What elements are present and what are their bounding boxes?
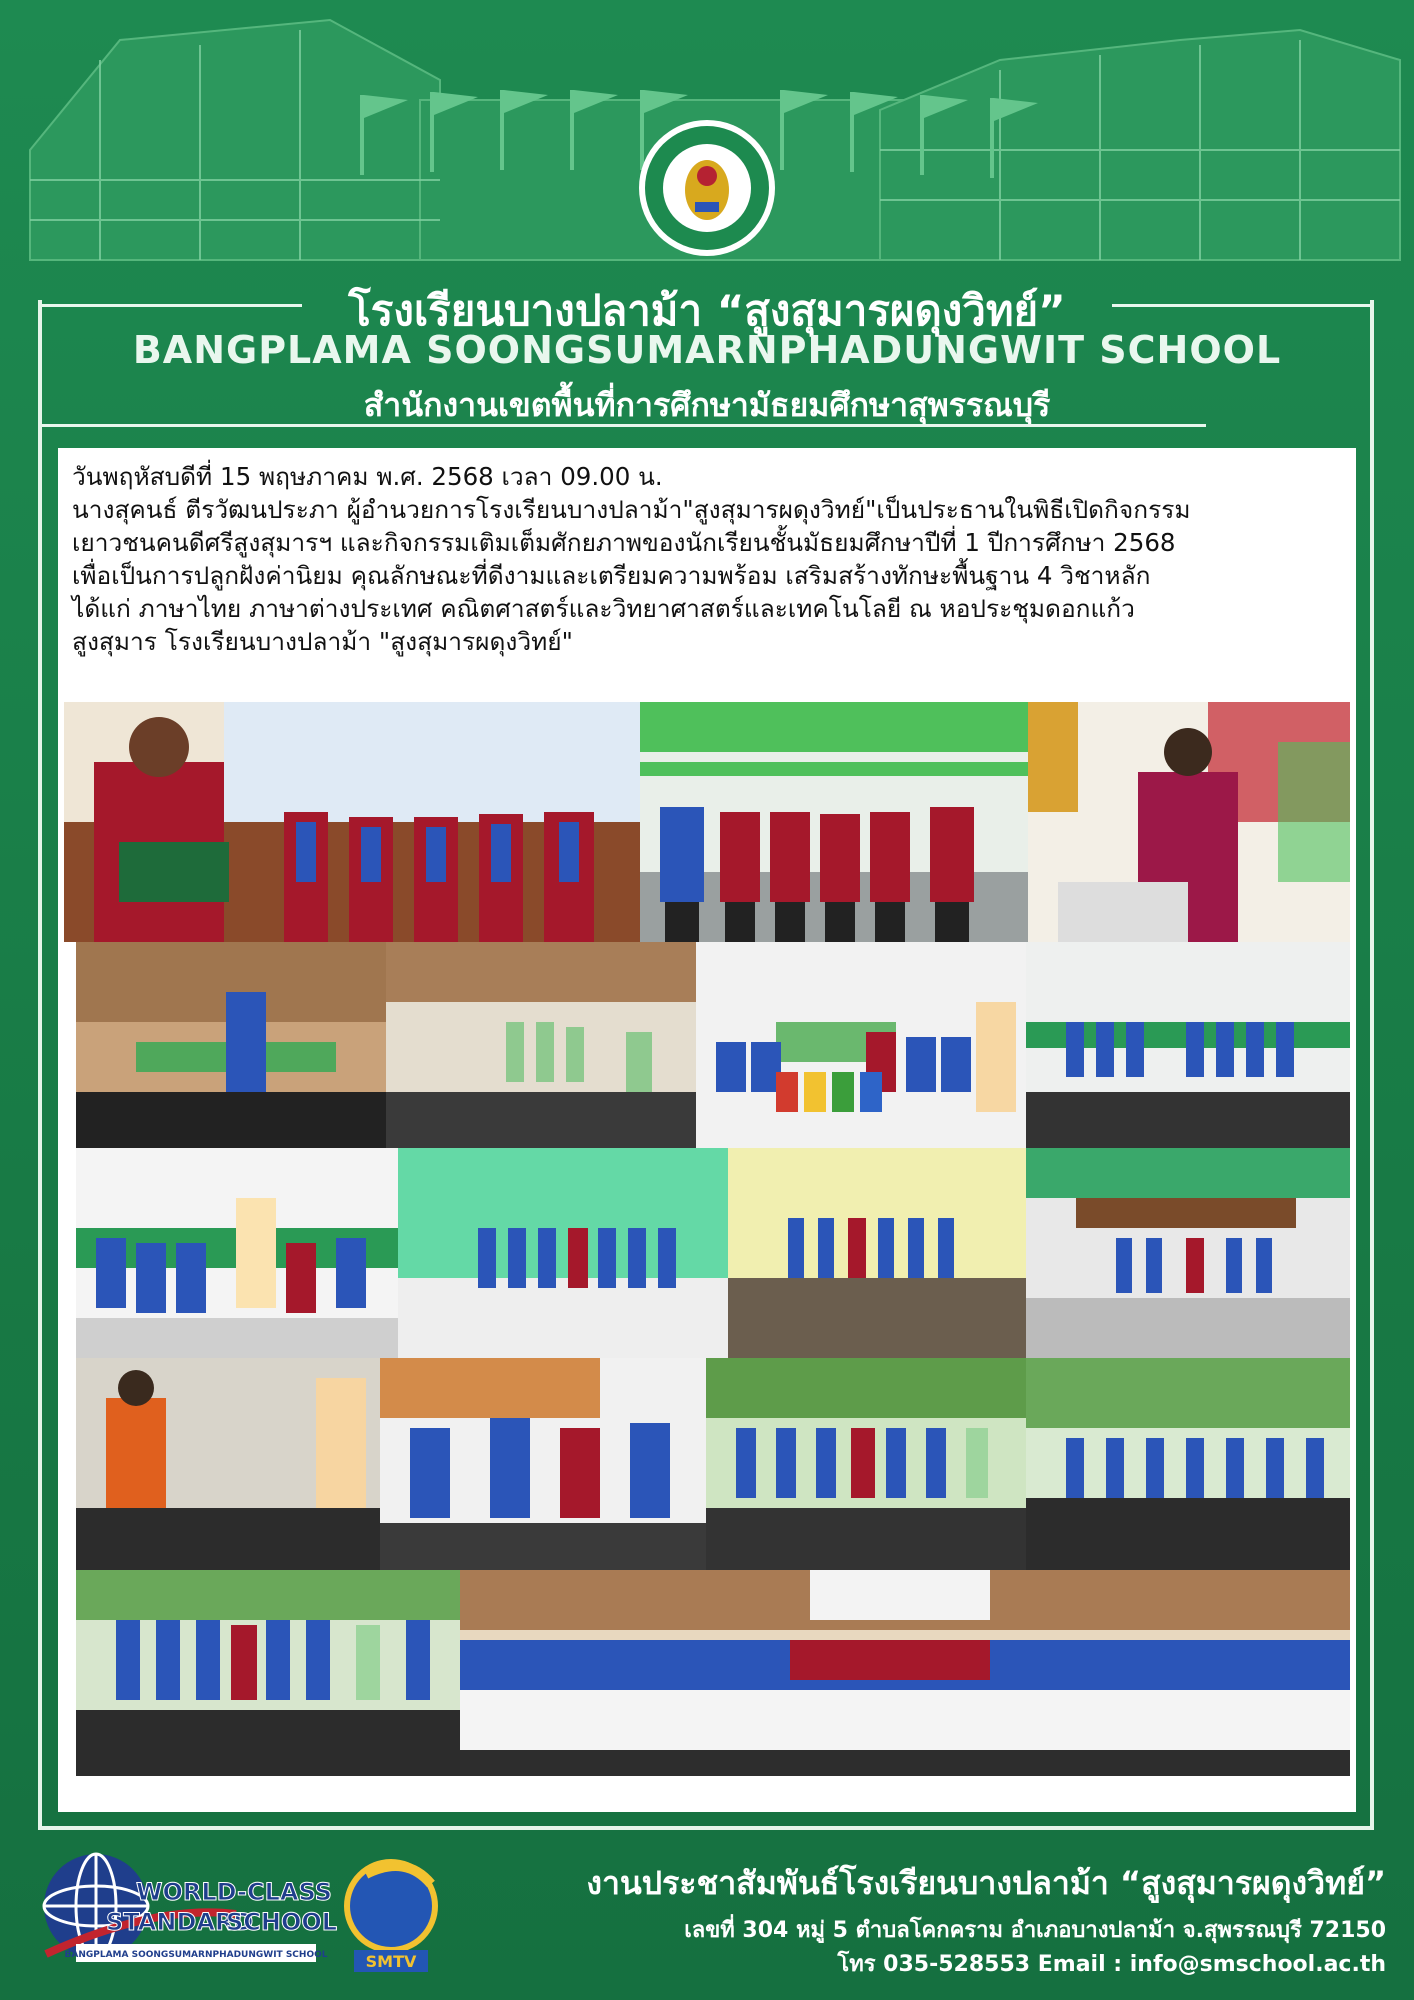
- photo-gym-activity: [1026, 942, 1350, 1148]
- photo-student-speaker: [1028, 702, 1350, 942]
- footer: [0, 1830, 1414, 2000]
- photo-presenters: [380, 1358, 706, 1570]
- logo-standard-text: STANDARD: [106, 1908, 254, 1936]
- logo-school-text: SCHOOL: [226, 1908, 338, 1936]
- logo-smtv-text: SMTV: [365, 1952, 417, 1971]
- world-class-school-logo-icon: [36, 1844, 456, 1989]
- article-text: [72, 460, 1342, 658]
- content-panel: [58, 448, 1356, 1812]
- photo-teachers-outdoor: [76, 1570, 460, 1776]
- logo-school-name-text: BANGPLAMA SOONGSUMARNPHADUNGWIT SCHOOL: [64, 1950, 328, 1960]
- article-line: เยาวชนคนดีศรีสูงสุมารฯ และกิจกรรมเติมเต็มศักยภาพของนักเรียนชั้นมัธยมศึกษาปีที่ 1 ปีการศึกษา 2568: [72, 528, 1176, 557]
- photo-hall-students: [728, 1148, 1026, 1358]
- photo-recycling-bins: [696, 942, 1026, 1148]
- article-line: เพื่อเป็นการปลูกฝังค่านิยม คุณลักษณะที่ดีงามและเตรียมความพร้อม เสริมสร้างทักษะพื้นฐาน 4 วิชาหลัก: [72, 561, 1151, 590]
- school-emblem-icon: [637, 118, 777, 258]
- photo-hall-activity: [76, 942, 386, 1148]
- footer-contact: โทร 035-528553 Email : info@smschool.ac.th: [837, 1952, 1386, 1977]
- article-line: นางสุคนธ์ ตีรวัฒนประภา ผู้อำนวยการโรงเรียนบางปลาม้า"สูงสุมารผดุงวิทย์"เป็นประธานในพิธีเปิดกิจกรรม: [72, 495, 1191, 524]
- photo-classroom-green: [398, 1148, 728, 1358]
- article-date-line: วันพฤหัสบดีที่ 15 พฤษภาคม พ.ศ. 2568 เวลา 09.00 น.: [72, 462, 663, 491]
- school-name-english: BANGPLAMA SOONGSUMARNPHADUNGWIT SCHOOL: [132, 328, 1282, 372]
- school-name-thai: โรงเรียนบางปลาม้า “สูงสุมารผดุงวิทย์”: [348, 286, 1066, 335]
- article-line: สูงสุมาร โรงเรียนบางปลาม้า "สูงสุมารผดุงวิทย์": [72, 627, 573, 656]
- logo-world-class-text: WORLD-CLASS: [136, 1878, 332, 1906]
- photo-safety-talk: [76, 1358, 380, 1570]
- article-line: ได้แก่ ภาษาไทย ภาษาต่างประเทศ คณิตศาสตร์และวิทยาศาสตร์และเทคโนโลยี ณ หอประชุมดอกแก้ว: [72, 594, 1135, 623]
- education-office: สำนักงานเขตพื้นที่การศึกษามัธยมศึกษาสุพรรณบุรี: [363, 386, 1051, 424]
- footer-title: งานประชาสัมพันธ์โรงเรียนบางปลาม้า “สูงสุมารผดุงวิทย์”: [586, 1864, 1386, 1902]
- photo-outdoor-students: [1026, 1358, 1350, 1570]
- photo-group-portrait: [460, 1570, 1350, 1776]
- photo-outdoor-group: [706, 1358, 1026, 1570]
- photo-collage: [64, 702, 1350, 1806]
- photo-teachers-group: [640, 702, 1028, 942]
- photo-dance-activity: [386, 942, 696, 1148]
- photo-director-speech: [64, 702, 640, 942]
- footer-address: เลขที่ 304 หมู่ 5 ตำบลโคกคราม อำเภอบางปลาม้า จ.สุพรรณบุรี 72150: [684, 1918, 1386, 1943]
- photo-seated-teachers: [76, 1148, 398, 1358]
- photo-library-room: [1026, 1148, 1350, 1358]
